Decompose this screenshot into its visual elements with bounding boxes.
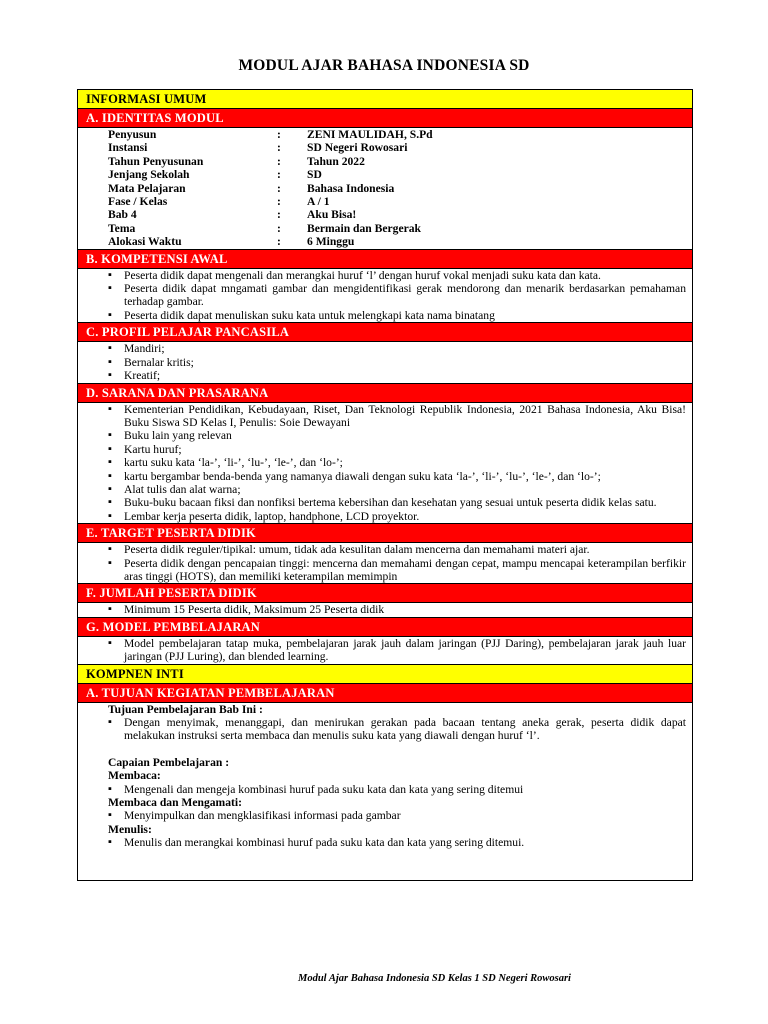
list-item: ▪ kartu suku kata ‘la-’, ‘li-’, ‘lu-’, ‘le-’, dan ‘lo-’; <box>108 456 686 469</box>
target-header: E. TARGET PESERTA DIDIK <box>78 524 692 543</box>
page-footer: Modul Ajar Bahasa Indonesia SD Kelas 1 SD Negeri Rowosari <box>298 973 571 984</box>
identitas-colon: : <box>277 208 281 222</box>
list-item: ▪ Alat tulis dan alat warna; <box>108 483 686 496</box>
kompetensi-section <box>78 269 692 324</box>
list-item: ▪ Kementerian Pendidikan, Kebudayaan, Riset, Dan Teknologi Republik Indonesia, 2021 Bahasa Indonesia, Aku Bisa! Buku Siswa SD Kelas I, Penulis: Soie Dewayani <box>108 403 686 430</box>
identitas-value: ZENI MAULIDAH, S.Pd <box>307 128 433 141</box>
membaca-list <box>78 783 692 796</box>
membaca-label: Membaca: <box>108 769 161 783</box>
tujuan-list <box>78 716 692 743</box>
model-header: G. MODEL PEMBELAJARAN <box>78 618 692 637</box>
identitas-row <box>78 208 692 221</box>
identitas-row <box>78 182 692 195</box>
identitas-colon: : <box>277 141 281 155</box>
identitas-section <box>78 128 692 250</box>
identitas-colon: : <box>277 235 281 249</box>
module-table <box>77 89 693 881</box>
identitas-value: Bermain dan Bergerak <box>307 221 421 235</box>
profil-section <box>78 342 692 383</box>
sarana-section <box>78 403 692 525</box>
identitas-key: Jenjang Sekolah <box>108 168 190 182</box>
identitas-colon: : <box>277 181 281 195</box>
list-item: ▪ Buku-buku bacaan fiksi dan nonfiksi bertema kebersihan dan kesehatan yang sesuai untuk peserta didik kelas satu. <box>108 496 686 509</box>
identitas-colon: : <box>277 221 281 235</box>
kompetensi-header: B. KOMPETENSI AWAL <box>78 250 692 269</box>
list-item: ▪ Menulis dan merangkai kombinasi huruf pada suku kata dan kata yang sering ditemui. <box>108 836 686 849</box>
jumlah-header: F. JUMLAH PESERTA DIDIK <box>78 584 692 603</box>
jumlah-section <box>78 603 692 617</box>
target-list <box>78 543 692 583</box>
identitas-key: Penyusun <box>108 128 157 141</box>
list-item: ▪ Peserta didik reguler/tipikal: umum, tidak ada kesulitan dalam mencerna dan memahami materi ajar. <box>108 543 686 556</box>
list-item: ▪ Mandiri; <box>108 342 686 355</box>
identitas-key: Bab 4 <box>108 208 137 222</box>
list-item: ▪ Bernalar kritis; <box>108 356 686 369</box>
list-item: ▪ Model pembelajaran tatap muka, pembelajaran jarak jauh dalam jaringan (PJJ Daring), pembelajaran jarak jauh luar jaringan (PJJ Luring), dan blended learning. <box>108 637 686 664</box>
identitas-row <box>78 195 692 208</box>
jumlah-list <box>78 603 692 616</box>
identitas-value: Aku Bisa! <box>307 208 357 222</box>
identitas-colon: : <box>277 168 281 182</box>
model-section <box>78 637 692 665</box>
tujuan-section <box>78 703 692 880</box>
identitas-value: SD Negeri Rowosari <box>307 141 408 155</box>
capaian-label: Capaian Pembelajaran : <box>108 755 230 769</box>
menulis-list <box>78 836 692 849</box>
list-item: ▪ Kartu huruf; <box>108 443 686 456</box>
list-item: ▪ Dengan menyimak, menanggapi, dan menirukan gerakan pada bacaan tentang aneka gerak, peserta didik dapat melakukan instruksi serta membaca dan menulis suku kata yang diawali dengan huruf ‘l’. <box>108 716 686 743</box>
list-item: ▪ Peserta didik dapat mngamati gambar dan mengidentifikasi gerak mendorong dan menarik berdasarkan pemahaman terhadap gambar. <box>108 282 686 309</box>
mengamati-label: Membaca dan Mengamati: <box>108 796 242 810</box>
identitas-key: Alokasi Waktu <box>108 235 182 249</box>
list-item: ▪ Minimum 15 Peserta didik, Maksimum 25 Peserta didik <box>108 603 686 616</box>
identitas-row <box>78 235 692 248</box>
list-item: ▪ Menyimpulkan dan mengklasifikasi informasi pada gambar <box>108 809 686 822</box>
identitas-key: Fase / Kelas <box>108 195 168 209</box>
identitas-key: Tahun Penyusunan <box>108 154 204 168</box>
list-item: ▪ Buku lain yang relevan <box>108 429 686 442</box>
list-item: ▪ Peserta didik dapat mengenali dan merangkai huruf ‘l’ dengan huruf vokal menjadi suku kata dan kata. <box>108 269 686 282</box>
sarana-list <box>78 403 692 524</box>
sarana-header: D. SARANA DAN PRASARANA <box>78 384 692 403</box>
list-item: ▪ kartu bergambar benda-benda yang namanya diawali dengan suku kata ‘la-’, ‘li-’, ‘lu-’, ‘le-’, dan ‘lo-’; <box>108 470 686 483</box>
profil-header: C. PROFIL PELAJAR PANCASILA <box>78 323 692 342</box>
identitas-row <box>78 168 692 181</box>
target-section <box>78 543 692 584</box>
identitas-colon: : <box>277 128 281 141</box>
identitas-row <box>78 141 692 154</box>
tujuan-label: Tujuan Pembelajaran Bab Ini : <box>108 702 263 716</box>
identitas-key: Tema <box>108 221 136 235</box>
identitas-key: Instansi <box>108 141 148 155</box>
model-list <box>78 637 692 664</box>
komponen-inti-header: KOMPNEN INTI <box>78 665 692 684</box>
identitas-key: Mata Pelajaran <box>108 181 186 195</box>
identitas-colon: : <box>277 154 281 168</box>
profil-list <box>78 342 692 382</box>
identitas-row <box>78 128 692 141</box>
document-title: MODUL AJAR BAHASA INDONESIA SD <box>238 57 530 74</box>
identitas-value: 6 Minggu <box>307 235 355 249</box>
list-item: ▪ Kreatif; <box>108 369 686 382</box>
identitas-row <box>78 222 692 235</box>
identitas-value: Tahun 2022 <box>307 154 365 168</box>
mengamati-list <box>78 809 692 822</box>
kompetensi-list <box>78 269 692 323</box>
list-item: ▪ Mengenali dan mengeja kombinasi huruf pada suku kata dan kata yang sering ditemui <box>108 783 686 796</box>
identitas-row <box>78 155 692 168</box>
menulis-label: Menulis: <box>108 822 152 836</box>
identitas-value: SD <box>307 168 322 182</box>
informasi-umum-header: INFORMASI UMUM <box>78 90 692 109</box>
identitas-value: A / 1 <box>307 195 330 209</box>
list-item: ▪ Peserta didik dengan pencapaian tinggi: mencerna dan memahami dengan cepat, mampu mencapai keterampilan berfikir aras tinggi (HOTS), dan memiliki keterampilan memimpin <box>108 557 686 584</box>
list-item: ▪ Peserta didik dapat menuliskan suku kata untuk melengkapi kata nama binatang <box>108 309 686 322</box>
tujuan-header: A. TUJUAN KEGIATAN PEMBELAJARAN <box>78 684 692 703</box>
identitas-value: Bahasa Indonesia <box>307 181 395 195</box>
identitas-header: A. IDENTITAS MODUL <box>78 109 692 128</box>
list-item: ▪ Lembar kerja peserta didik, laptop, handphone, LCD proyektor. <box>108 510 686 523</box>
identitas-colon: : <box>277 195 281 209</box>
